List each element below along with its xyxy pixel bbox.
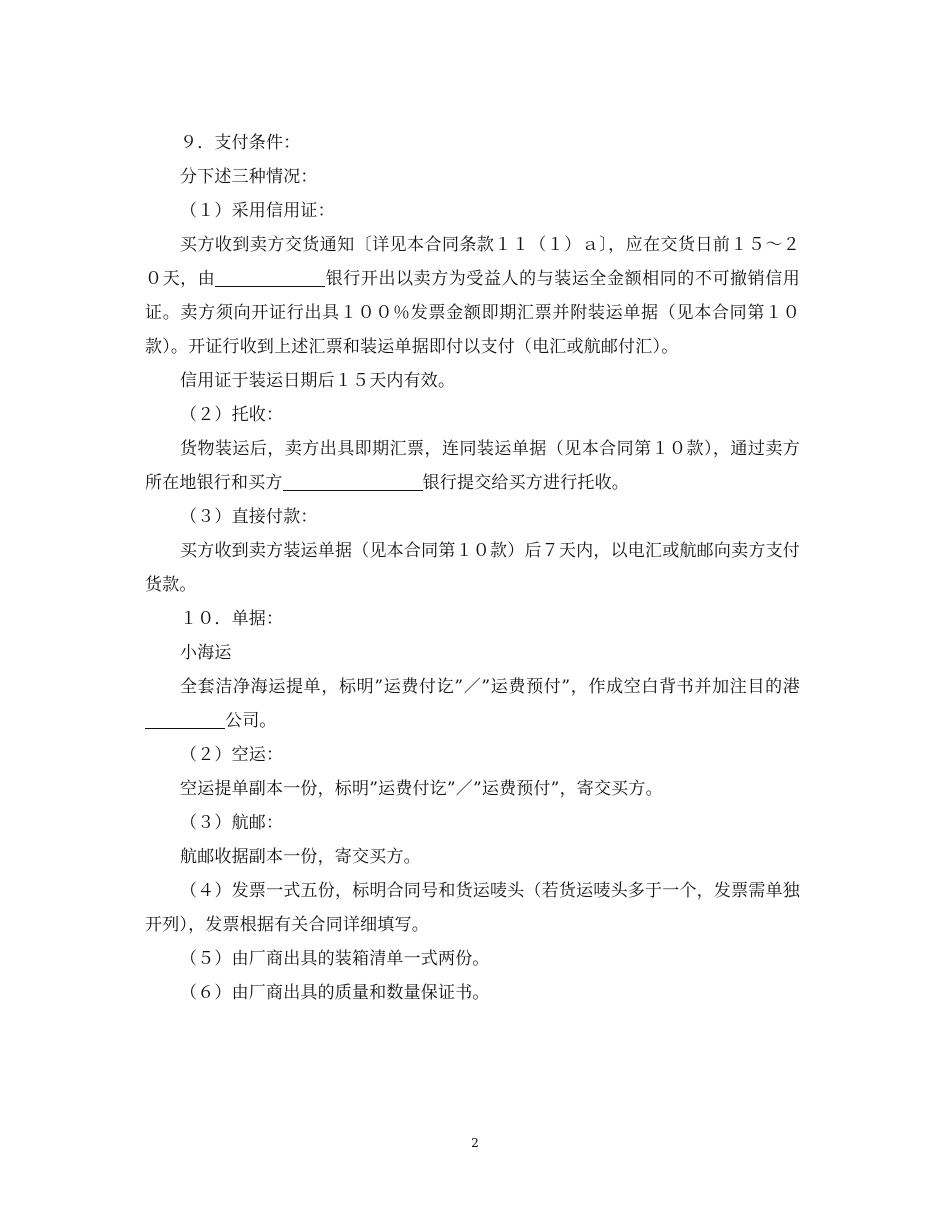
subheading-air-mail: （３）航邮：	[180, 813, 284, 833]
paragraph-invoice: （４）发票一式五份，标明合同号和货运唛头（若货运唛头多于一个，发票需单独开列），发票根据有关合同详细填写。	[145, 881, 800, 935]
section-heading-payment: ９．支付条件：	[180, 133, 301, 153]
section-heading-documents: １０．单据：	[180, 609, 284, 629]
subheading-air-freight: （２）空运：	[180, 745, 284, 765]
fill-in-blank	[283, 472, 423, 491]
subheading-letter-of-credit: （１）采用信用证：	[180, 201, 335, 221]
paragraph-collection	[145, 432, 800, 500]
fill-in-blank	[215, 268, 325, 287]
paragraph-direct-payment: 买方收到卖方装运单据（见本合同第１０款）后７天内，以电汇或航邮向卖方支付货款。	[145, 541, 800, 595]
paragraph-bill-of-lading	[145, 670, 800, 738]
paragraph-air-waybill: 空运提单副本一份，标明”运费付讫”／”运费预付”，寄交买方。	[180, 779, 663, 799]
paragraph-air-mail-receipt: 航邮收据副本一份，寄交买方。	[180, 847, 421, 867]
subheading-collection: （２）托收：	[180, 405, 284, 425]
paragraph-letter-of-credit	[145, 228, 800, 364]
paragraph-validity: 信用证于装运日期后１５天内有效。	[180, 371, 456, 391]
text-segment: 银行提交给买方进行托收。	[422, 473, 630, 493]
document-body	[145, 126, 800, 1010]
text-segment: 全套洁净海运提单，标明”运费付讫”／”运费预付”，作成空白背书并加注目的港	[180, 677, 800, 697]
page-number: 2	[471, 1136, 479, 1150]
subheading-direct-payment: （３）直接付款：	[180, 507, 318, 527]
text-segment: 公司。	[225, 711, 277, 731]
text-segment: 买方收到卖方交货通知〔详见本合同条款１１（１）ａ〕，应在交货日前１５～２０天，由	[145, 235, 800, 289]
fill-in-blank	[145, 710, 225, 729]
text-segment: 银行开出以卖方为受益人的与装运全金额相同的不可撤销信用证。卖方须向开证行出具１００％发票金额即期汇票并附装运单据（见本合同第１０款）。开证行收到上述汇票和装运单据即付以支付（电汇或航邮付汇）。	[145, 269, 800, 357]
paragraph-packing-list: （５）由厂商出具的装箱清单一式两份。	[180, 949, 490, 969]
text-segment: 货物装运后，卖方出具即期汇票，连同装运单据（见本合同第１０款），通过卖方所在地银行和买方	[145, 439, 800, 493]
paragraph-intro: 分下述三种情况：	[180, 167, 318, 187]
paragraph-quality-certificate: （６）由厂商出具的质量和数量保证书。	[180, 983, 490, 1003]
subheading-sea-freight: 小海运	[180, 643, 232, 663]
